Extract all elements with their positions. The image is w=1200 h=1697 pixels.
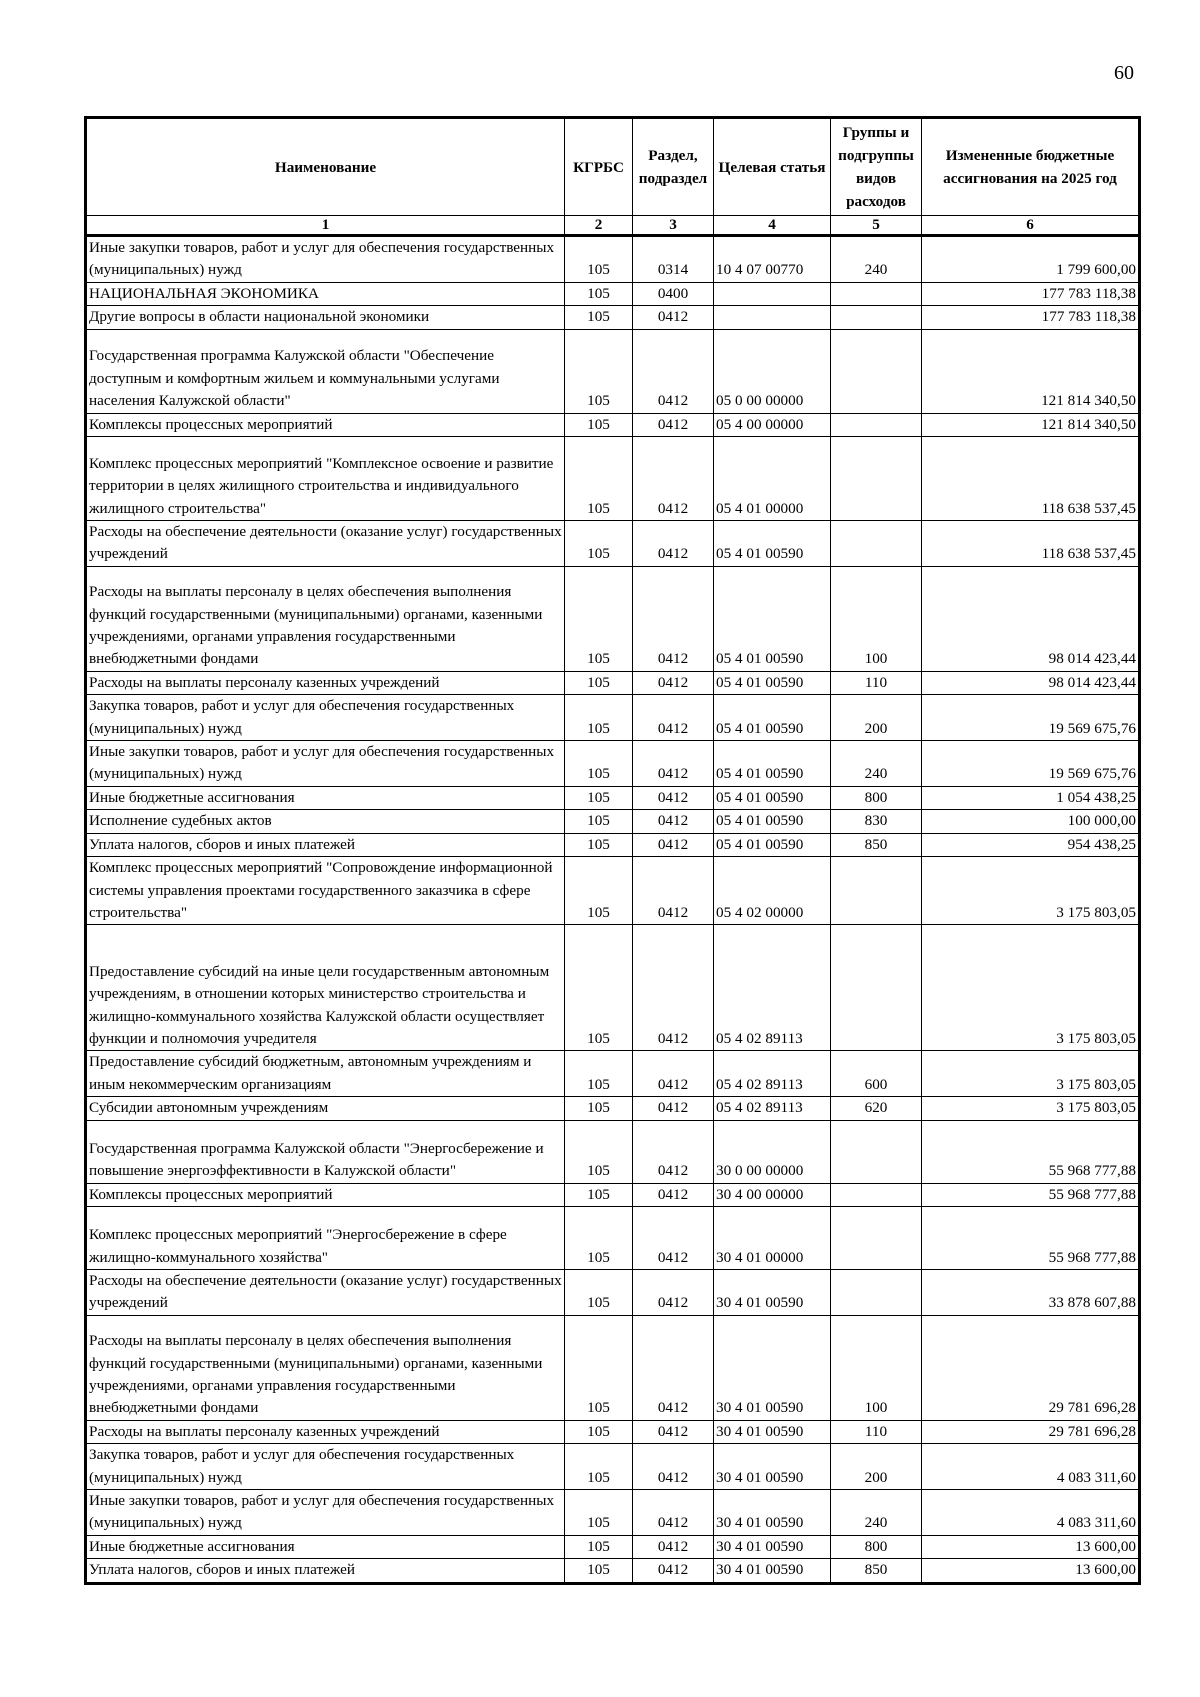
cell-kgrbs: 105 [565, 306, 633, 329]
cell-amount: 3 175 803,05 [922, 857, 1140, 925]
cell-name: Расходы на выплаты персоналу казенных учреждений [86, 671, 565, 694]
cell-name: Расходы на обеспечение деятельности (оказание услуг) государственных учреждений [86, 1269, 565, 1315]
table-body [86, 236, 1140, 1584]
cell-group [831, 306, 922, 329]
table-row [86, 1535, 1140, 1558]
cell-target: 30 4 01 00590 [714, 1315, 831, 1420]
cell-section: 0412 [633, 1315, 714, 1420]
header-group: Группы и подгруппы видов расходов [831, 118, 922, 216]
cell-name: Комплекс процессных мероприятий "Сопровождение информационной системы управления проектами государственного заказчика в сфере строительства" [86, 857, 565, 925]
table-row [86, 282, 1140, 305]
cell-target: 30 4 01 00590 [714, 1269, 831, 1315]
cell-group: 800 [831, 1535, 922, 1558]
cell-section: 0412 [633, 413, 714, 436]
cell-target: 05 4 02 00000 [714, 857, 831, 925]
table-row [86, 306, 1140, 329]
cell-target: 05 4 01 00590 [714, 833, 831, 856]
cell-target [714, 306, 831, 329]
cell-section: 0412 [633, 521, 714, 567]
cell-group: 850 [831, 833, 922, 856]
cell-target: 30 0 00 00000 [714, 1120, 831, 1183]
cell-kgrbs: 105 [565, 1051, 633, 1097]
table-row [86, 521, 1140, 567]
cell-amount: 55 968 777,88 [922, 1120, 1140, 1183]
table-row [86, 1120, 1140, 1183]
cell-target: 30 4 01 00590 [714, 1559, 831, 1583]
cell-name: Комплексы процессных мероприятий [86, 1183, 565, 1206]
cell-amount: 1 054 438,25 [922, 786, 1140, 809]
table-row [86, 695, 1140, 741]
cell-kgrbs: 105 [565, 1097, 633, 1120]
table-row [86, 1315, 1140, 1420]
cell-group [831, 1269, 922, 1315]
table-row [86, 1269, 1140, 1315]
cell-amount: 1 799 600,00 [922, 236, 1140, 283]
cell-name: Уплата налогов, сборов и иных платежей [86, 833, 565, 856]
cell-amount: 29 781 696,28 [922, 1315, 1140, 1420]
cell-kgrbs: 105 [565, 786, 633, 809]
cell-group [831, 857, 922, 925]
cell-amount: 118 638 537,45 [922, 521, 1140, 567]
cell-name: Предоставление субсидий на иные цели государственным автономным учреждениям, в отношении которых министерство строительства и жилищно-коммунального хозяйства Калужской области осуществляет функции и полномочия учредителя [86, 925, 565, 1051]
cell-target: 05 4 02 89113 [714, 1051, 831, 1097]
cell-amount: 98 014 423,44 [922, 671, 1140, 694]
cell-amount: 13 600,00 [922, 1559, 1140, 1583]
cell-name: Комплекс процессных мероприятий "Энергосбережение в сфере жилищно-коммунального хозяйства" [86, 1206, 565, 1269]
cell-amount: 3 175 803,05 [922, 1097, 1140, 1120]
cell-amount: 177 783 118,38 [922, 306, 1140, 329]
cell-section: 0412 [633, 1444, 714, 1490]
cell-amount: 121 814 340,50 [922, 329, 1140, 413]
column-number: 4 [714, 216, 831, 236]
cell-name: Государственная программа Калужской области "Энергосбережение и повышение энергоэффективности в Калужской области" [86, 1120, 565, 1183]
cell-amount: 4 083 311,60 [922, 1444, 1140, 1490]
cell-target: 05 4 00 00000 [714, 413, 831, 436]
table-row [86, 786, 1140, 809]
cell-target: 30 4 01 00000 [714, 1206, 831, 1269]
table-row [86, 413, 1140, 436]
cell-amount: 33 878 607,88 [922, 1269, 1140, 1315]
cell-kgrbs: 105 [565, 1315, 633, 1420]
cell-section: 0412 [633, 566, 714, 671]
cell-name: Расходы на выплаты персоналу в целях обеспечения выполнения функций государственными (муниципальными) органами, казенными учреждениями, органами управления государственными внебюджетными фондами [86, 1315, 565, 1420]
cell-section: 0412 [633, 786, 714, 809]
cell-section: 0412 [633, 1051, 714, 1097]
cell-target: 05 4 02 89113 [714, 925, 831, 1051]
column-number: 5 [831, 216, 922, 236]
header-target: Целевая статья [714, 118, 831, 216]
table-row [86, 1444, 1140, 1490]
cell-section: 0412 [633, 833, 714, 856]
cell-target: 05 4 01 00590 [714, 566, 831, 671]
cell-kgrbs: 105 [565, 282, 633, 305]
cell-amount: 4 083 311,60 [922, 1489, 1140, 1535]
cell-group [831, 1120, 922, 1183]
cell-section: 0412 [633, 306, 714, 329]
cell-section: 0412 [633, 857, 714, 925]
cell-target: 05 4 01 00590 [714, 671, 831, 694]
cell-section: 0412 [633, 695, 714, 741]
table-row [86, 833, 1140, 856]
cell-kgrbs: 105 [565, 833, 633, 856]
cell-group: 850 [831, 1559, 922, 1583]
cell-section: 0412 [633, 1183, 714, 1206]
cell-section: 0412 [633, 1535, 714, 1558]
cell-amount: 98 014 423,44 [922, 566, 1140, 671]
cell-target: 05 4 01 00590 [714, 741, 831, 787]
cell-amount: 29 781 696,28 [922, 1420, 1140, 1443]
table-row [86, 437, 1140, 521]
column-number-row [86, 216, 1140, 236]
cell-group: 100 [831, 1315, 922, 1420]
table-row [86, 236, 1140, 283]
cell-group [831, 329, 922, 413]
cell-kgrbs: 105 [565, 437, 633, 521]
cell-amount: 55 968 777,88 [922, 1206, 1140, 1269]
cell-kgrbs: 105 [565, 925, 633, 1051]
column-number: 1 [86, 216, 565, 236]
budget-table [84, 116, 1141, 1585]
cell-name: Комплекс процессных мероприятий "Комплексное освоение и развитие территории в целях жилищного строительства и индивидуального жилищного строительства" [86, 437, 565, 521]
cell-name: Комплексы процессных мероприятий [86, 413, 565, 436]
cell-section: 0412 [633, 741, 714, 787]
table-row [86, 1489, 1140, 1535]
cell-amount: 55 968 777,88 [922, 1183, 1140, 1206]
cell-name: Иные бюджетные ассигнования [86, 786, 565, 809]
cell-kgrbs: 105 [565, 1206, 633, 1269]
header-name: Наименование [86, 118, 565, 216]
cell-target: 30 4 01 00590 [714, 1420, 831, 1443]
page-number: 60 [1114, 62, 1134, 84]
cell-kgrbs: 105 [565, 236, 633, 283]
table-row [86, 1420, 1140, 1443]
cell-group: 240 [831, 741, 922, 787]
cell-target: 05 0 00 00000 [714, 329, 831, 413]
cell-kgrbs: 105 [565, 521, 633, 567]
cell-amount: 3 175 803,05 [922, 1051, 1140, 1097]
cell-kgrbs: 105 [565, 671, 633, 694]
cell-section: 0412 [633, 925, 714, 1051]
cell-amount: 3 175 803,05 [922, 925, 1140, 1051]
cell-target: 05 4 02 89113 [714, 1097, 831, 1120]
cell-section: 0412 [633, 329, 714, 413]
cell-target [714, 282, 831, 305]
cell-name: НАЦИОНАЛЬНАЯ ЭКОНОМИКА [86, 282, 565, 305]
table-row [86, 1097, 1140, 1120]
cell-section: 0412 [633, 437, 714, 521]
column-number: 2 [565, 216, 633, 236]
cell-group: 600 [831, 1051, 922, 1097]
cell-kgrbs: 105 [565, 1489, 633, 1535]
cell-target: 30 4 01 00590 [714, 1489, 831, 1535]
cell-target: 05 4 01 00590 [714, 521, 831, 567]
cell-section: 0412 [633, 1206, 714, 1269]
cell-name: Иные закупки товаров, работ и услуг для обеспечения государственных (муниципальных) нужд [86, 236, 565, 283]
cell-amount: 100 000,00 [922, 810, 1140, 833]
cell-section: 0412 [633, 1489, 714, 1535]
cell-name: Закупка товаров, работ и услуг для обеспечения государственных (муниципальных) нужд [86, 695, 565, 741]
cell-kgrbs: 105 [565, 1535, 633, 1558]
cell-group [831, 925, 922, 1051]
cell-kgrbs: 105 [565, 1120, 633, 1183]
cell-name: Другие вопросы в области национальной экономики [86, 306, 565, 329]
cell-section: 0412 [633, 671, 714, 694]
cell-target: 05 4 01 00590 [714, 786, 831, 809]
cell-name: Субсидии автономным учреждениям [86, 1097, 565, 1120]
cell-group: 110 [831, 1420, 922, 1443]
cell-group [831, 521, 922, 567]
cell-kgrbs: 105 [565, 741, 633, 787]
cell-amount: 13 600,00 [922, 1535, 1140, 1558]
cell-name: Расходы на выплаты персоналу в целях обеспечения выполнения функций государственными (муниципальными) органами, казенными учреждениями, органами управления государственными внебюджетными фондами [86, 566, 565, 671]
cell-amount: 177 783 118,38 [922, 282, 1140, 305]
cell-amount: 118 638 537,45 [922, 437, 1140, 521]
cell-kgrbs: 105 [565, 1183, 633, 1206]
cell-section: 0412 [633, 810, 714, 833]
cell-target: 05 4 01 00000 [714, 437, 831, 521]
table-row [86, 1559, 1140, 1583]
cell-kgrbs: 105 [565, 566, 633, 671]
table-row [86, 925, 1140, 1051]
cell-kgrbs: 105 [565, 413, 633, 436]
header-amount: Измененные бюджетные ассигнования на 2025 год [922, 118, 1140, 216]
cell-section: 0400 [633, 282, 714, 305]
cell-section: 0412 [633, 1120, 714, 1183]
cell-section: 0314 [633, 236, 714, 283]
cell-group: 240 [831, 236, 922, 283]
cell-kgrbs: 105 [565, 1444, 633, 1490]
cell-amount: 19 569 675,76 [922, 695, 1140, 741]
column-number: 3 [633, 216, 714, 236]
cell-kgrbs: 105 [565, 857, 633, 925]
cell-name: Иные закупки товаров, работ и услуг для обеспечения государственных (муниципальных) нужд [86, 1489, 565, 1535]
cell-group: 110 [831, 671, 922, 694]
cell-name: Государственная программа Калужской области "Обеспечение доступным и комфортным жильем и коммунальными услугами населения Калужской области" [86, 329, 565, 413]
cell-kgrbs: 105 [565, 329, 633, 413]
cell-amount: 121 814 340,50 [922, 413, 1140, 436]
cell-target: 05 4 01 00590 [714, 695, 831, 741]
column-number: 6 [922, 216, 1140, 236]
header-kgrbs: КГРБС [565, 118, 633, 216]
cell-name: Расходы на выплаты персоналу казенных учреждений [86, 1420, 565, 1443]
cell-name: Иные закупки товаров, работ и услуг для обеспечения государственных (муниципальных) нужд [86, 741, 565, 787]
cell-amount: 954 438,25 [922, 833, 1140, 856]
cell-name: Уплата налогов, сборов и иных платежей [86, 1559, 565, 1583]
cell-group [831, 413, 922, 436]
cell-name: Закупка товаров, работ и услуг для обеспечения государственных (муниципальных) нужд [86, 1444, 565, 1490]
cell-name: Исполнение судебных актов [86, 810, 565, 833]
cell-group [831, 1206, 922, 1269]
cell-group: 620 [831, 1097, 922, 1120]
cell-section: 0412 [633, 1420, 714, 1443]
cell-name: Расходы на обеспечение деятельности (оказание услуг) государственных учреждений [86, 521, 565, 567]
cell-target: 05 4 01 00590 [714, 810, 831, 833]
header-section: Раздел, подраздел [633, 118, 714, 216]
cell-group: 830 [831, 810, 922, 833]
cell-group: 100 [831, 566, 922, 671]
table-row [86, 810, 1140, 833]
cell-kgrbs: 105 [565, 810, 633, 833]
cell-section: 0412 [633, 1559, 714, 1583]
cell-target: 30 4 01 00590 [714, 1444, 831, 1490]
cell-group [831, 282, 922, 305]
table-row [86, 1051, 1140, 1097]
cell-section: 0412 [633, 1097, 714, 1120]
cell-group [831, 437, 922, 521]
table-row [86, 671, 1140, 694]
table-row [86, 566, 1140, 671]
table-row [86, 857, 1140, 925]
cell-target: 30 4 00 00000 [714, 1183, 831, 1206]
cell-group [831, 1183, 922, 1206]
cell-kgrbs: 105 [565, 1420, 633, 1443]
cell-kgrbs: 105 [565, 695, 633, 741]
cell-group: 800 [831, 786, 922, 809]
table-row [86, 1206, 1140, 1269]
table-row [86, 1183, 1140, 1206]
cell-group: 240 [831, 1489, 922, 1535]
cell-amount: 19 569 675,76 [922, 741, 1140, 787]
cell-group: 200 [831, 695, 922, 741]
table-row [86, 329, 1140, 413]
cell-name: Предоставление субсидий бюджетным, автономным учреждениям и иным некоммерческим организациям [86, 1051, 565, 1097]
cell-kgrbs: 105 [565, 1269, 633, 1315]
cell-target: 10 4 07 00770 [714, 236, 831, 283]
cell-name: Иные бюджетные ассигнования [86, 1535, 565, 1558]
cell-group: 200 [831, 1444, 922, 1490]
cell-target: 30 4 01 00590 [714, 1535, 831, 1558]
cell-section: 0412 [633, 1269, 714, 1315]
cell-kgrbs: 105 [565, 1559, 633, 1583]
table-header-row [86, 118, 1140, 216]
table-row [86, 741, 1140, 787]
